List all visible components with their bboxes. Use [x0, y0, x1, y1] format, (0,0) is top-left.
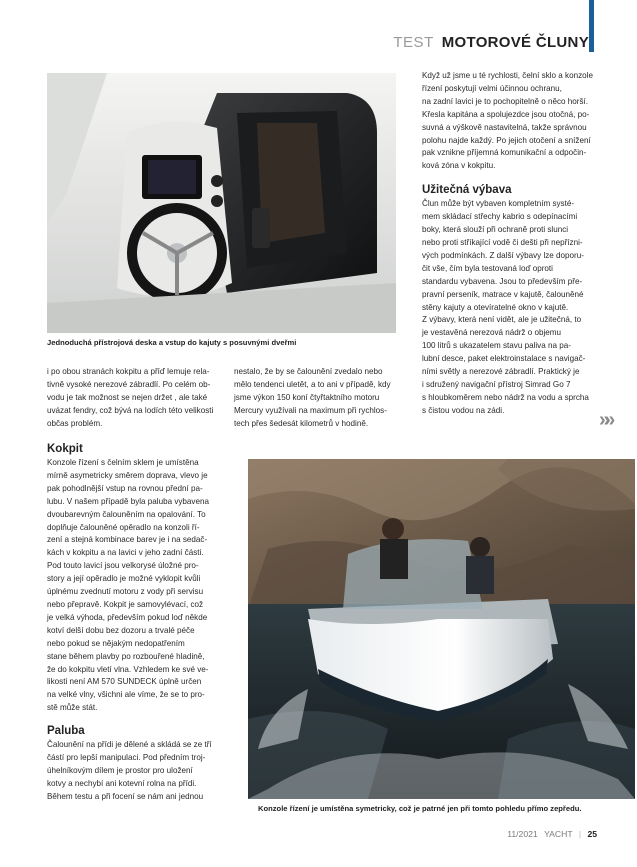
heading-kokpit: Kokpit	[47, 443, 83, 455]
text-line: ková zóna v kokpitu.	[422, 161, 496, 171]
text-line: na zadní lavici je to pochopitelně o něco horší.	[422, 96, 589, 106]
heading-uzitecna-vybava: Užitečná výbava	[422, 184, 512, 197]
text-line: mem skládací střechy kabrio s odepínacími	[422, 212, 578, 222]
text-line: úplnému zvednutí motoru z vody při servisu	[47, 587, 204, 597]
right-column	[422, 70, 593, 418]
text-line: nebo proti stříkající vodě či dešti při nepřízni-	[422, 237, 583, 247]
text-line: likosti není AM 570 SUNDECK úplně určen	[47, 677, 202, 687]
section-topic: MOTOROVÉ ČLUNY	[441, 34, 589, 51]
page-footer	[507, 829, 597, 839]
text-line: na velké vlny, všichni ale víme, že se to pro-	[47, 690, 205, 700]
page-number: 25	[587, 829, 597, 839]
text-line: uvázat fendry, což bývá na lodích této velikosti	[47, 405, 214, 415]
text-line: i po obou stranách kokpitu a příď lemuje rela-	[47, 367, 210, 376]
text-line: vých podmínkách. Z další výbavy lze doporu-	[422, 250, 584, 260]
text-line: Pod touto lavicí jsou velkorysé úložné pro-	[47, 561, 199, 571]
text-line: dvoubarevným čalouněním na opalování. To	[47, 509, 206, 519]
text-line: Člun může být vybaven kompletním systé-	[422, 199, 575, 209]
text-line: mělo tendenci uletět, a to ani v případě, kdy	[234, 379, 391, 389]
text-line: Když už jsme u té rychlosti, čelní sklo a konzole	[422, 71, 593, 80]
text-line: řízení poskytují velmi účinnou ochranu,	[422, 83, 562, 93]
text-line: polohu najde každý. Po jejich otočení a snížení	[422, 135, 591, 145]
text-line: lubu. V našem případě byla paluba vybavena	[47, 496, 209, 506]
text-line: i sdružený navigační přístroj Simrad Go 7	[422, 379, 571, 389]
cockpit-photo	[47, 73, 396, 333]
text-line: Mercury využívali na maximum při rychlos-	[234, 405, 387, 415]
heading-paluba: Paluba	[47, 725, 85, 738]
section-header	[393, 34, 589, 52]
text-line: částí pro lepší manipulaci. Pod předním troj-	[47, 753, 206, 763]
top-photo-caption: Jednoduchá přístrojová deska a vstup do kajuty s posuvnými dveřmi	[47, 338, 297, 347]
text-line: s hloubkoměrem nebo nádrž na vodu a sprcha	[422, 392, 589, 402]
text-line: Křesla kapitána a spolujezdce jsou otočná, po-	[422, 109, 590, 119]
kokpit-body	[47, 457, 212, 715]
text-line: kotvy a nechybí ani kotevní rolna na přídi.	[47, 778, 197, 788]
text-line: Čalounění na přídi je dělené a skládá se ze tří	[47, 740, 212, 750]
text-line: Konzole řízení s čelním sklem je umístěna	[47, 458, 199, 467]
text-line: stě může stát.	[47, 703, 98, 713]
text-line: kách v kokpitu a na lavici v jeho zadní části.	[47, 548, 204, 558]
text-line: vodu je tak možnost se nejen držet , ale také	[47, 392, 208, 402]
text-line: story a její opěradlo je možné vyklopit kvůli	[47, 574, 201, 584]
text-line: čit vše, čím byla testovaná loď oproti	[422, 263, 553, 273]
text-line: boky, která slouží při ochraně proti slunci	[422, 225, 569, 235]
text-line: pak pohodlnější vstup na rovnou přední pa-	[47, 483, 203, 493]
text-line: úhelníkovým dílem je prostor pro uložení	[47, 765, 193, 775]
text-line: je vestavěná nerezová nádrž o objemu	[422, 328, 562, 338]
continue-arrows-icon: »»	[599, 409, 610, 431]
boat-photo	[248, 459, 635, 799]
text-line: mírně asymetricky směrem doprava, vlevo je	[47, 470, 208, 480]
text-line: že do kokpitu vletí vlna. Vzhledem ke své ve-	[47, 664, 209, 674]
middle-column-1	[47, 366, 213, 431]
left-column	[47, 442, 212, 804]
text-line: tivně vysoké nerezové zábradlí. Po celém ob-	[47, 379, 211, 389]
text-line: standardu vybavena. Jsou to především pře-	[422, 276, 583, 286]
text-line: ními světly a nerezové zábradlí. Praktický je	[422, 367, 580, 377]
text-line: pravní perseník, matrace v kajutě, čalouněné	[422, 289, 584, 299]
text-line: suvná a výškově nastavitelná, takže správnou	[422, 122, 587, 132]
text-line: jsme výkon 150 koní čtyřtaktního motoru	[234, 392, 380, 402]
text-line: nestalo, že by se čalounění zvedalo nebo	[234, 367, 383, 376]
text-line: doplňuje čalouněné opěradlo na konzoli ří-	[47, 522, 200, 532]
text-line: Z výbavy, která není vidět, ale je užitečná, to	[422, 315, 582, 325]
header-accent-bar	[589, 0, 594, 52]
right-body	[422, 198, 593, 417]
text-line: kotví delší dobu bez dozoru a trvalé péče	[47, 625, 195, 635]
text-line: zení a stejná kombinace barev je i na sedač-	[47, 535, 208, 545]
text-line: nebo přepravě. Kokpit je samovylévací, což	[47, 599, 204, 609]
text-line: občas problém.	[47, 418, 103, 428]
section-label: TEST	[393, 34, 434, 51]
magazine-name: YACHT	[544, 829, 573, 839]
text-line: pak vznikne příjemná komunikační a odpočin-	[422, 148, 587, 158]
middle-column-2	[234, 366, 391, 431]
text-line: stane během plavby po rozbouřené hladině,	[47, 651, 205, 661]
paluba-body	[47, 739, 212, 804]
text-line: lubní desce, paket elektroinstalace s navigač-	[422, 354, 586, 364]
text-line: je velká výhoda, především pokud loď někde	[47, 612, 208, 622]
text-line: stěny kajuty a otevíratelné okno v kajutě.	[422, 302, 569, 312]
footer-separator: |	[578, 829, 582, 839]
text-line: tech přes šedesát kilometrů v hodině.	[234, 418, 369, 428]
text-line: 100 litrů s ukazatelem stavu paliva na pa-	[422, 341, 571, 351]
bottom-photo-caption: Konzole řízení je umístěna symetricky, což je patrné jen při tomto pohledu přímo zepředu.	[258, 804, 582, 813]
text-line: nebo pokud se nějakým nedopatřením	[47, 638, 185, 648]
text-line: s čistou vodou na zádi.	[422, 405, 505, 415]
right-intro	[422, 70, 593, 173]
text-line: Během testu a při focení se nám ani jednou	[47, 791, 204, 801]
issue-number: 11/2021	[507, 829, 538, 839]
